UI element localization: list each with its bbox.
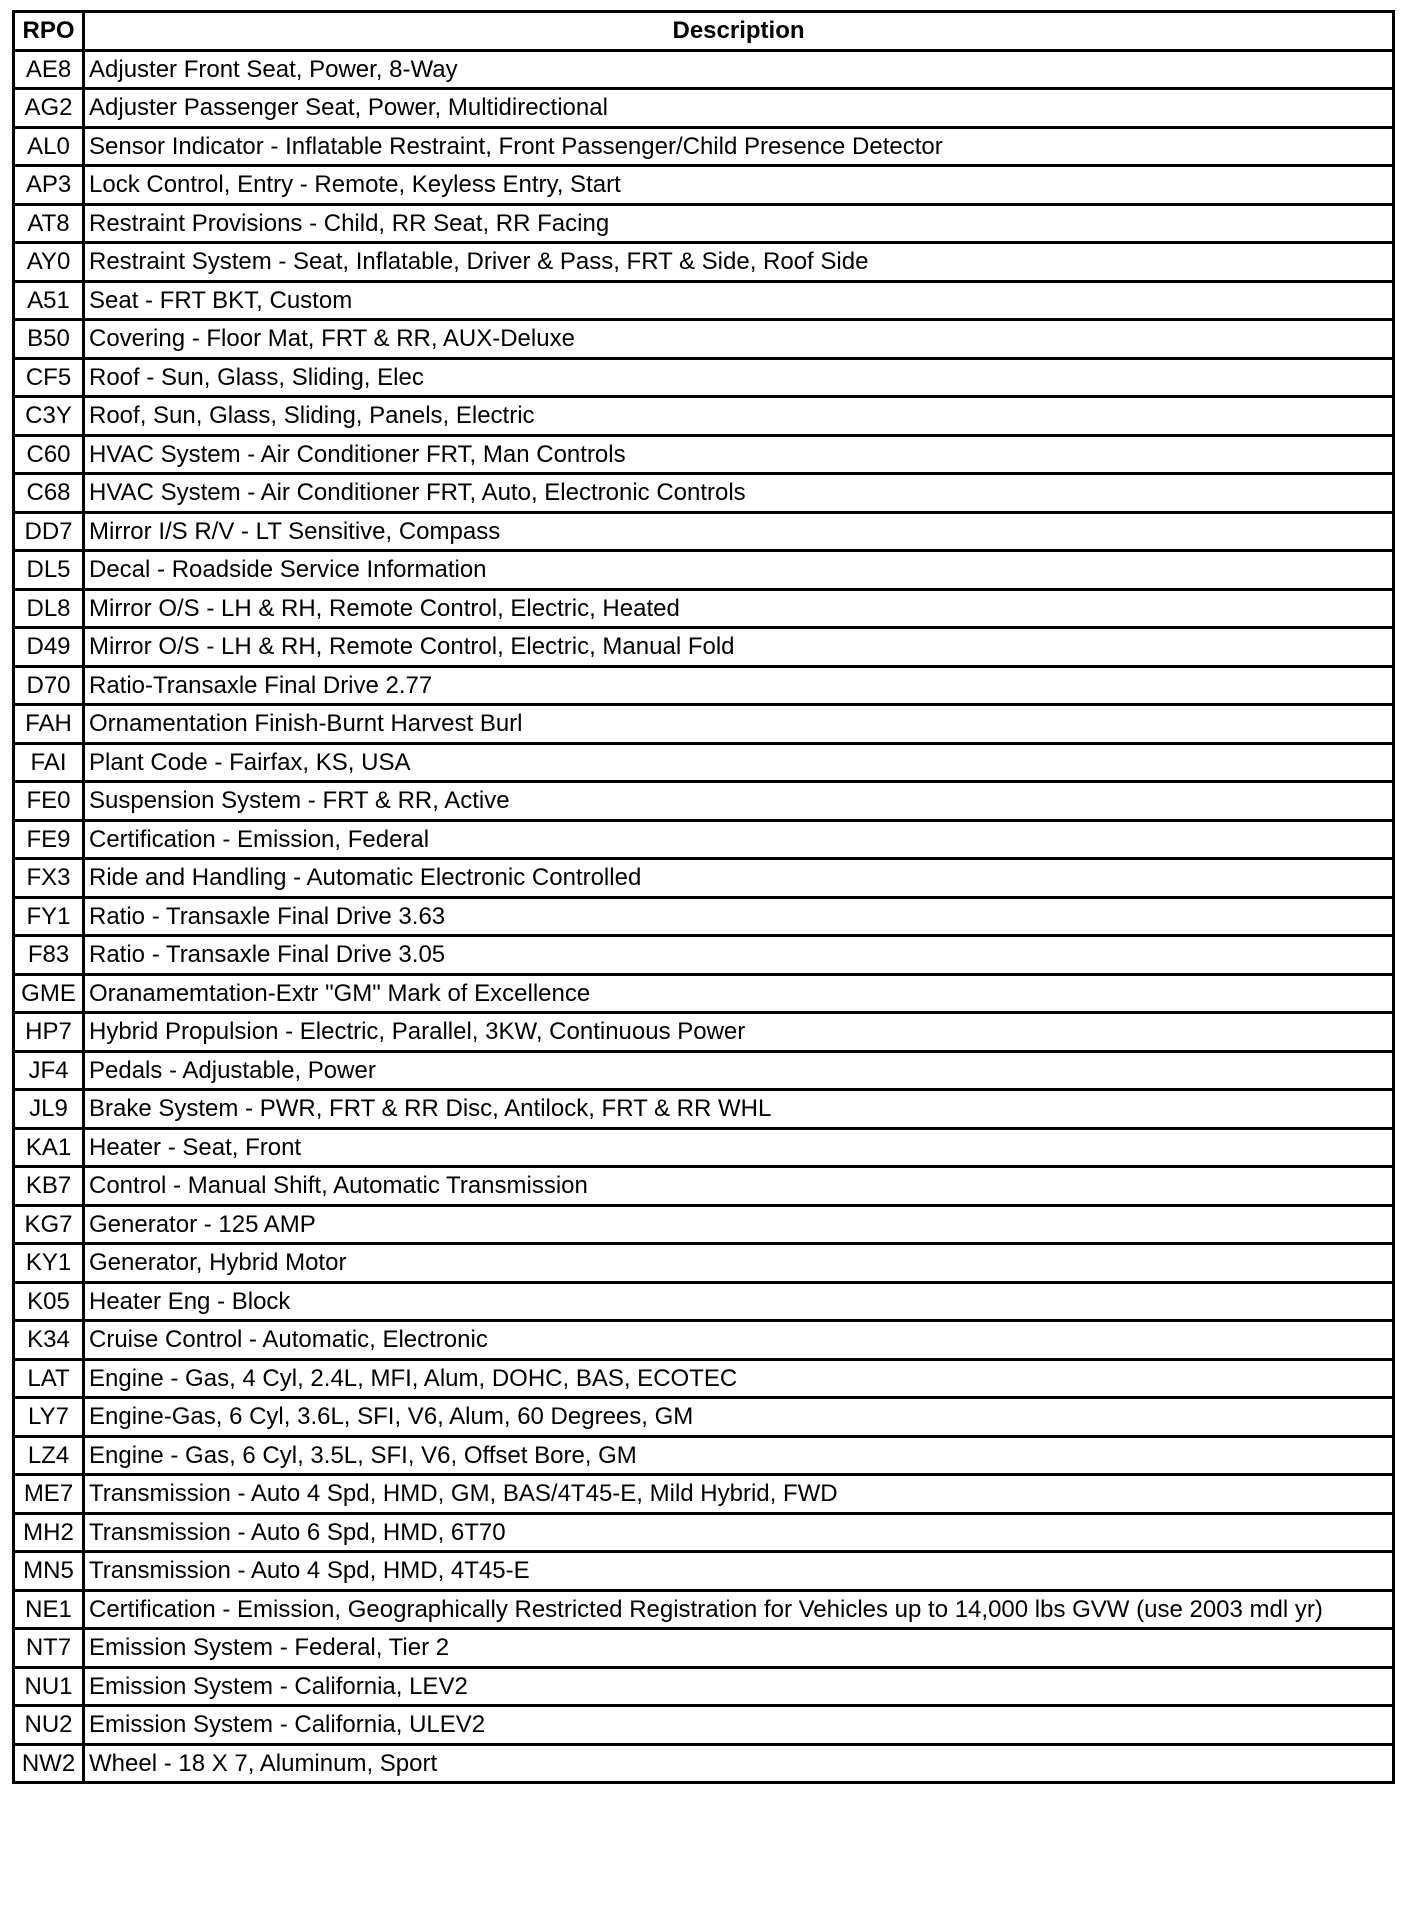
rpo-code-cell: C60 — [14, 435, 84, 474]
description-cell: Restraint System - Seat, Inflatable, Driver & Pass, FRT & Side, Roof Side — [84, 243, 1394, 282]
rpo-code-cell: NT7 — [14, 1629, 84, 1668]
rpo-code-cell: HP7 — [14, 1013, 84, 1052]
rpo-code-cell: FAH — [14, 705, 84, 744]
table-row — [14, 1667, 1394, 1706]
rpo-code-cell: LY7 — [14, 1398, 84, 1437]
rpo-code-cell: FE0 — [14, 782, 84, 821]
description-cell: Seat - FRT BKT, Custom — [84, 281, 1394, 320]
rpo-code-cell: FY1 — [14, 897, 84, 936]
description-cell: Roof, Sun, Glass, Sliding, Panels, Electric — [84, 397, 1394, 436]
description-cell: Mirror O/S - LH & RH, Remote Control, Electric, Manual Fold — [84, 628, 1394, 667]
table-row — [14, 1282, 1394, 1321]
table-row — [14, 1513, 1394, 1552]
rpo-code-cell: FE9 — [14, 820, 84, 859]
rpo-code-cell: DL8 — [14, 589, 84, 628]
rpo-code-cell: KY1 — [14, 1244, 84, 1283]
rpo-code-cell: C3Y — [14, 397, 84, 436]
rpo-code-cell: GME — [14, 974, 84, 1013]
description-cell: Generator, Hybrid Motor — [84, 1244, 1394, 1283]
rpo-code-cell: NE1 — [14, 1590, 84, 1629]
table-row — [14, 1051, 1394, 1090]
table-row — [14, 320, 1394, 359]
header-row — [14, 12, 1394, 51]
table-row — [14, 50, 1394, 89]
rpo-code-cell: AG2 — [14, 89, 84, 128]
description-cell: Adjuster Passenger Seat, Power, Multidirectional — [84, 89, 1394, 128]
description-cell: Oranamemtation-Extr "GM" Mark of Excellence — [84, 974, 1394, 1013]
rpo-code-cell: C68 — [14, 474, 84, 513]
table-row — [14, 1398, 1394, 1437]
description-cell: Engine - Gas, 4 Cyl, 2.4L, MFI, Alum, DOHC, BAS, ECOTEC — [84, 1359, 1394, 1398]
rpo-code-cell: KA1 — [14, 1128, 84, 1167]
rpo-code-cell: K05 — [14, 1282, 84, 1321]
description-cell: Mirror I/S R/V - LT Sensitive, Compass — [84, 512, 1394, 551]
rpo-code-cell: LAT — [14, 1359, 84, 1398]
table-row — [14, 474, 1394, 513]
description-cell: HVAC System - Air Conditioner FRT, Man Controls — [84, 435, 1394, 474]
rpo-code-cell: MN5 — [14, 1552, 84, 1591]
description-cell: Plant Code - Fairfax, KS, USA — [84, 743, 1394, 782]
table-row — [14, 782, 1394, 821]
table-row — [14, 89, 1394, 128]
description-cell: Emission System - California, ULEV2 — [84, 1706, 1394, 1745]
description-cell: Certification - Emission, Federal — [84, 820, 1394, 859]
description-cell: Brake System - PWR, FRT & RR Disc, Antilock, FRT & RR WHL — [84, 1090, 1394, 1129]
rpo-code-cell: FAI — [14, 743, 84, 782]
rpo-code-cell: AE8 — [14, 50, 84, 89]
description-cell: Ride and Handling - Automatic Electronic Controlled — [84, 859, 1394, 898]
rpo-code-cell: K34 — [14, 1321, 84, 1360]
description-cell: Decal - Roadside Service Information — [84, 551, 1394, 590]
description-cell: Roof - Sun, Glass, Sliding, Elec — [84, 358, 1394, 397]
description-cell: Engine - Gas, 6 Cyl, 3.5L, SFI, V6, Offset Bore, GM — [84, 1436, 1394, 1475]
rpo-code-cell: ME7 — [14, 1475, 84, 1514]
description-cell: Engine-Gas, 6 Cyl, 3.6L, SFI, V6, Alum, 60 Degrees, GM — [84, 1398, 1394, 1437]
table-row — [14, 551, 1394, 590]
description-cell: Hybrid Propulsion - Electric, Parallel, 3KW, Continuous Power — [84, 1013, 1394, 1052]
table-row — [14, 1244, 1394, 1283]
table-row — [14, 974, 1394, 1013]
description-cell: Ratio - Transaxle Final Drive 3.63 — [84, 897, 1394, 936]
description-cell: Transmission - Auto 4 Spd, HMD, 4T45-E — [84, 1552, 1394, 1591]
table-row — [14, 705, 1394, 744]
table-body — [14, 50, 1394, 1783]
description-cell: Cruise Control - Automatic, Electronic — [84, 1321, 1394, 1360]
table-row — [14, 628, 1394, 667]
rpo-code-cell: AT8 — [14, 204, 84, 243]
rpo-code-cell: KG7 — [14, 1205, 84, 1244]
rpo-code-cell: FX3 — [14, 859, 84, 898]
table-row — [14, 243, 1394, 282]
description-cell: Mirror O/S - LH & RH, Remote Control, Electric, Heated — [84, 589, 1394, 628]
table-row — [14, 358, 1394, 397]
table-row — [14, 1167, 1394, 1206]
rpo-code-cell: JL9 — [14, 1090, 84, 1129]
description-cell: Restraint Provisions - Child, RR Seat, RR Facing — [84, 204, 1394, 243]
description-cell: Ratio-Transaxle Final Drive 2.77 — [84, 666, 1394, 705]
rpo-code-cell: NW2 — [14, 1744, 84, 1783]
rpo-code-cell: DD7 — [14, 512, 84, 551]
rpo-code-cell: D70 — [14, 666, 84, 705]
table-row — [14, 281, 1394, 320]
description-cell: Control - Manual Shift, Automatic Transmission — [84, 1167, 1394, 1206]
table-row — [14, 1205, 1394, 1244]
rpo-code-cell: AY0 — [14, 243, 84, 282]
description-cell: Covering - Floor Mat, FRT & RR, AUX-Deluxe — [84, 320, 1394, 359]
table-row — [14, 127, 1394, 166]
table-row — [14, 743, 1394, 782]
table-row — [14, 1090, 1394, 1129]
table-row — [14, 204, 1394, 243]
table-row — [14, 1629, 1394, 1668]
table-row — [14, 936, 1394, 975]
table-row — [14, 1706, 1394, 1745]
description-cell: Certification - Emission, Geographically Restricted Registration for Vehicles up to 14,000 lbs GVW (use 2003 mdl yr) — [84, 1590, 1394, 1629]
rpo-code-cell: NU2 — [14, 1706, 84, 1745]
description-cell: Pedals - Adjustable, Power — [84, 1051, 1394, 1090]
rpo-code-cell: MH2 — [14, 1513, 84, 1552]
table-row — [14, 1359, 1394, 1398]
table-row — [14, 1013, 1394, 1052]
rpo-code-cell: AP3 — [14, 166, 84, 205]
description-cell: Suspension System - FRT & RR, Active — [84, 782, 1394, 821]
description-cell: Generator - 125 AMP — [84, 1205, 1394, 1244]
description-cell: Lock Control, Entry - Remote, Keyless Entry, Start — [84, 166, 1394, 205]
table-row — [14, 166, 1394, 205]
description-cell: Emission System - California, LEV2 — [84, 1667, 1394, 1706]
table-row — [14, 1128, 1394, 1167]
description-cell: Emission System - Federal, Tier 2 — [84, 1629, 1394, 1668]
description-cell: Ornamentation Finish-Burnt Harvest Burl — [84, 705, 1394, 744]
header-rpo: RPO — [14, 12, 84, 51]
description-cell: Ratio - Transaxle Final Drive 3.05 — [84, 936, 1394, 975]
table-row — [14, 859, 1394, 898]
rpo-code-cell: DL5 — [14, 551, 84, 590]
table-row — [14, 1475, 1394, 1514]
table-row — [14, 1321, 1394, 1360]
rpo-code-cell: D49 — [14, 628, 84, 667]
table-row — [14, 666, 1394, 705]
description-cell: Wheel - 18 X 7, Aluminum, Sport — [84, 1744, 1394, 1783]
rpo-code-cell: A51 — [14, 281, 84, 320]
table-row — [14, 435, 1394, 474]
rpo-code-cell: KB7 — [14, 1167, 84, 1206]
rpo-table — [12, 10, 1395, 1784]
rpo-code-cell: LZ4 — [14, 1436, 84, 1475]
description-cell: HVAC System - Air Conditioner FRT, Auto, Electronic Controls — [84, 474, 1394, 513]
rpo-code-cell: JF4 — [14, 1051, 84, 1090]
rpo-code-cell: AL0 — [14, 127, 84, 166]
rpo-code-cell: B50 — [14, 320, 84, 359]
table-row — [14, 397, 1394, 436]
description-cell: Transmission - Auto 6 Spd, HMD, 6T70 — [84, 1513, 1394, 1552]
description-cell: Heater - Seat, Front — [84, 1128, 1394, 1167]
description-cell: Sensor Indicator - Inflatable Restraint, Front Passenger/Child Presence Detector — [84, 127, 1394, 166]
table-row — [14, 1436, 1394, 1475]
rpo-code-cell: CF5 — [14, 358, 84, 397]
table-row — [14, 820, 1394, 859]
table-row — [14, 1744, 1394, 1783]
description-cell: Heater Eng - Block — [84, 1282, 1394, 1321]
rpo-code-cell: F83 — [14, 936, 84, 975]
table-row — [14, 1590, 1394, 1629]
table-row — [14, 589, 1394, 628]
description-cell: Transmission - Auto 4 Spd, HMD, GM, BAS/4T45-E, Mild Hybrid, FWD — [84, 1475, 1394, 1514]
table-row — [14, 512, 1394, 551]
table-row — [14, 1552, 1394, 1591]
rpo-code-cell: NU1 — [14, 1667, 84, 1706]
table-header — [14, 12, 1394, 51]
description-cell: Adjuster Front Seat, Power, 8-Way — [84, 50, 1394, 89]
header-description: Description — [84, 12, 1394, 51]
table-row — [14, 897, 1394, 936]
